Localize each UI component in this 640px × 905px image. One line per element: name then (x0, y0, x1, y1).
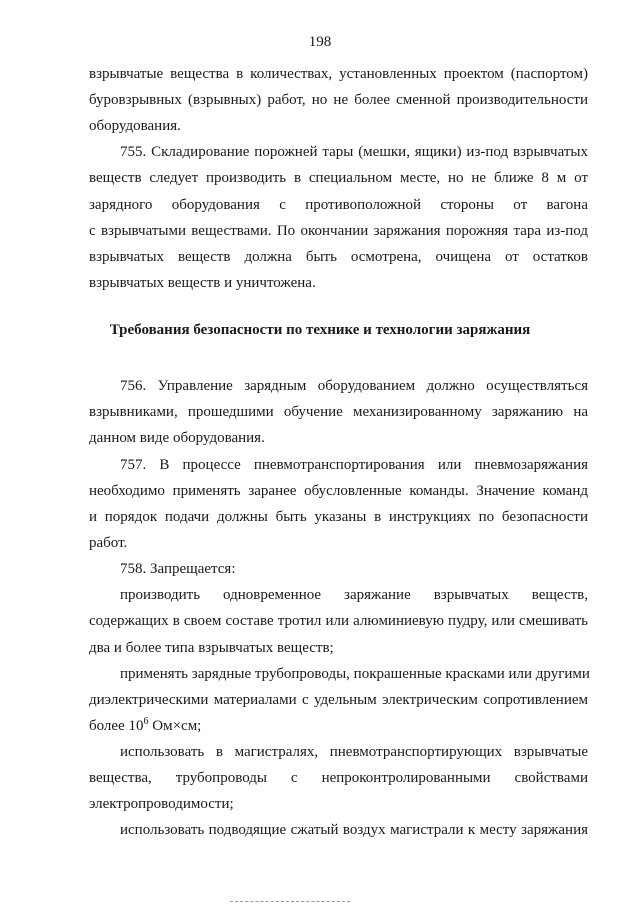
paragraph-755-start: 755. Складирование порожней тары (мешки, ящики) из-под взрывчатых (120, 144, 588, 160)
text-line: и порядок подачи должны быть указаны в инструкциях по безопасности (89, 509, 588, 525)
text-line: взрывчатые вещества в количествах, установленных проектом (паспортом) (89, 66, 588, 82)
text-line: взрывчатых веществ и уничтожена. (89, 275, 316, 291)
list-item-start: производить одновременное заряжание взрывчатых веществ, (120, 587, 588, 603)
paragraph-757-start: 757. В процессе пневмотранспортирования или пневмозаряжания (120, 457, 588, 473)
page-number: 198 (308, 34, 332, 50)
text-line: взрывчатых веществ должна быть осмотрена, очищена от остатков (89, 249, 588, 265)
text-line: данном виде оборудования. (89, 430, 265, 446)
text-line: зарядного оборудования с противоположной стороны от вагона (89, 197, 588, 213)
text-line: два и более типа взрывчатых веществ; (89, 640, 334, 656)
text-line: работ. (89, 535, 128, 551)
text-fragment: Ом×см; (148, 718, 202, 734)
text-line: необходимо применять заранее обусловленные команды. Значение команд (89, 483, 588, 499)
text-line (89, 717, 588, 735)
text-line: содержащих в своем составе тротил или алюминиевую пудру, или смешивать (89, 613, 588, 629)
superscript-exponent: 6 (143, 716, 149, 727)
text-fragment: более 10 (89, 718, 144, 734)
paragraph-756-start: 756. Управление зарядным оборудованием должно осуществляться (120, 378, 588, 394)
list-item-start: использовать подводящие сжатый воздух магистрали к месту заряжания (120, 822, 588, 838)
text-line: вещества, трубопроводы с непроконтролированными свойствами (89, 770, 588, 786)
text-line: электропроводимости; (89, 796, 234, 812)
list-item-start: применять зарядные трубопроводы, покрашенные красками или другими (120, 666, 590, 682)
text-line: диэлектрическими материалами с удельным электрическим сопротивлением (89, 692, 588, 708)
section-heading: Требования безопасности по технике и технологии заряжания (109, 322, 531, 338)
text-line: взрывниками, прошедшими обучение механизированному заряжанию на (89, 404, 588, 420)
text-line: с взрывчатыми веществами. По окончании заряжания порожняя тара из-под (89, 223, 588, 239)
scan-edge-mark (230, 901, 350, 905)
text-line: веществ следует производить в специальном месте, но не ближе 8 м от (89, 170, 588, 186)
text-line: оборудования. (89, 118, 181, 134)
list-item-start: использовать в магистралях, пневмотранспортирующих взрывчатые (120, 744, 588, 760)
paragraph-758-start: 758. Запрещается: (120, 561, 236, 577)
text-line: буровзрывных (взрывных) работ, но не более сменной производительности (89, 92, 588, 108)
